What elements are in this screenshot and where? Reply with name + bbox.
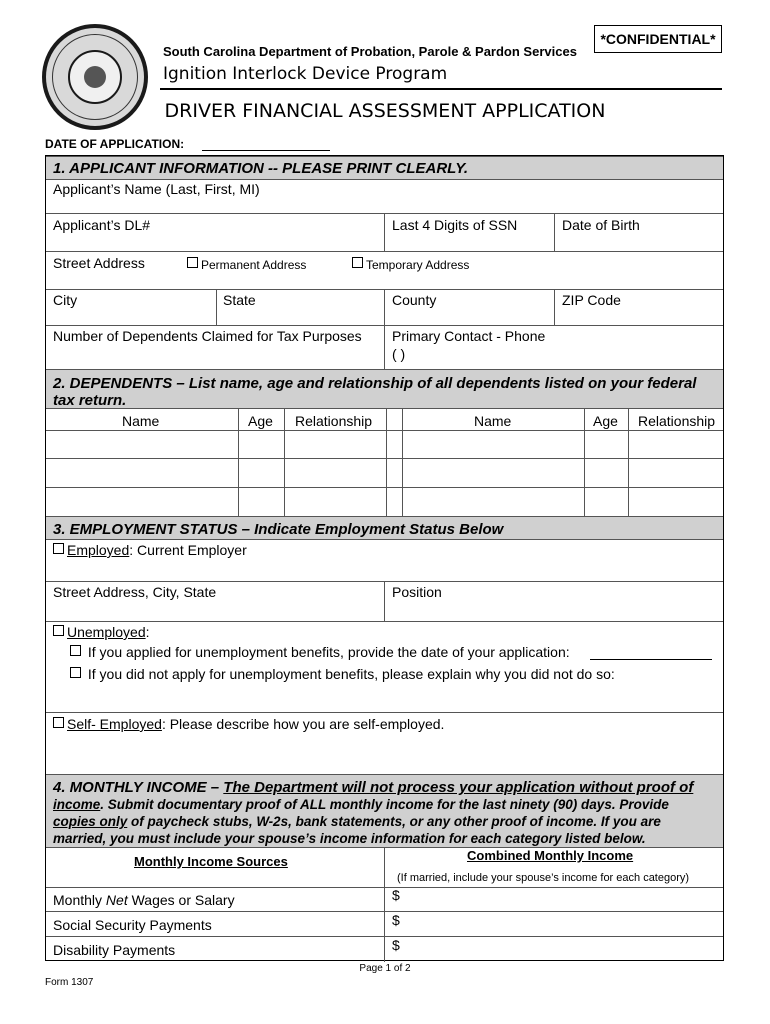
section4-line4: married, you must include your spouse’s income information for each category listed below. bbox=[53, 831, 646, 846]
header-rule bbox=[160, 88, 722, 90]
page-number: Page 1 of 2 bbox=[359, 963, 411, 974]
section4-line3: copies only of paycheck stubs, W-2s, bank statements, or any other proof of income. If you are bbox=[53, 814, 661, 829]
dependents-name-header-left: Name bbox=[122, 413, 160, 429]
wages-amount-field[interactable]: $ bbox=[392, 887, 400, 903]
income-source-disability: Disability Payments bbox=[53, 942, 176, 958]
dl-label: Applicant’s DL# bbox=[53, 217, 151, 233]
temporary-address-checkbox[interactable]: Temporary Address bbox=[352, 257, 469, 272]
section4-heading: 4. MONTHLY INCOME – The Department will not process your application without proof of bbox=[53, 779, 694, 796]
applicant-name-label: Applicant’s Name (Last, First, MI) bbox=[53, 181, 260, 197]
street-address-label: Street Address bbox=[53, 255, 145, 271]
income-source-wages: Monthly Net Wages or Salary bbox=[53, 892, 235, 908]
permanent-address-checkbox[interactable]: Permanent Address bbox=[187, 257, 306, 272]
confidential-badge: *CONFIDENTIAL* bbox=[594, 25, 722, 53]
form-number: Form 1307 bbox=[45, 977, 94, 988]
social-security-amount-field[interactable]: $ bbox=[392, 912, 400, 928]
not-applied-unemployment-checkbox[interactable]: If you did not apply for unemployment benefits, please explain why you did not do so: bbox=[70, 666, 615, 682]
dob-label: Date of Birth bbox=[562, 217, 640, 233]
ssn-label: Last 4 Digits of SSN bbox=[392, 217, 518, 233]
dependents-age-header-left: Age bbox=[248, 413, 273, 429]
program-name: Ignition Interlock Device Program bbox=[163, 64, 448, 84]
applied-unemployment-checkbox[interactable]: If you applied for unemployment benefits, provide the date of your application: bbox=[70, 644, 570, 660]
application-date-field[interactable] bbox=[590, 659, 712, 660]
dependents-age-header-right: Age bbox=[593, 413, 618, 429]
date-of-application-label: DATE OF APPLICATION: bbox=[45, 137, 185, 151]
phone-label: Primary Contact - Phone bbox=[392, 328, 546, 344]
county-label: County bbox=[392, 292, 437, 308]
section3-heading: 3. EMPLOYMENT STATUS – Indicate Employment Status Below bbox=[53, 521, 504, 538]
income-sources-header: Monthly Income Sources bbox=[134, 854, 288, 869]
employed-checkbox[interactable]: Employed: Current Employer bbox=[53, 542, 247, 558]
date-of-application-field[interactable] bbox=[202, 150, 330, 151]
dependents-count-label: Number of Dependents Claimed for Tax Purposes bbox=[53, 328, 362, 344]
employer-address-label: Street Address, City, State bbox=[53, 584, 217, 600]
combined-income-header: Combined Monthly Income bbox=[467, 848, 634, 863]
combined-income-note: (If married, include your spouse’s income for each category) bbox=[397, 872, 690, 884]
state-label: State bbox=[223, 292, 256, 308]
page-title: DRIVER FINANCIAL ASSESSMENT APPLICATION bbox=[164, 100, 606, 122]
self-employed-checkbox[interactable]: Self- Employed: Please describe how you are self-employed. bbox=[53, 716, 444, 732]
section2-heading-line1: 2. DEPENDENTS – List name, age and relationship of all dependents listed on your federal bbox=[53, 375, 697, 392]
section2-heading-line2: tax return. bbox=[53, 392, 127, 409]
application-form bbox=[45, 155, 724, 961]
unemployed-checkbox[interactable]: Unemployed: bbox=[53, 624, 150, 640]
section1-heading: 1. APPLICANT INFORMATION -- PLEASE PRINT CLEARLY. bbox=[53, 160, 469, 177]
dependents-relationship-header-right: Relationship bbox=[638, 413, 716, 429]
dependents-relationship-header-left: Relationship bbox=[295, 413, 373, 429]
zip-label: ZIP Code bbox=[562, 292, 621, 308]
dependents-name-header-right: Name bbox=[474, 413, 512, 429]
city-label: City bbox=[53, 292, 78, 308]
agency-name: South Carolina Department of Probation, Parole & Pardon Services bbox=[163, 44, 577, 59]
position-label: Position bbox=[392, 584, 442, 600]
section4-line2: income. Submit documentary proof of ALL monthly income for the last ninety (90) days. Provide bbox=[53, 797, 669, 812]
phone-area-code: ( ) bbox=[392, 346, 406, 362]
income-source-social-security: Social Security Payments bbox=[53, 917, 212, 933]
disability-amount-field[interactable]: $ bbox=[392, 937, 400, 953]
